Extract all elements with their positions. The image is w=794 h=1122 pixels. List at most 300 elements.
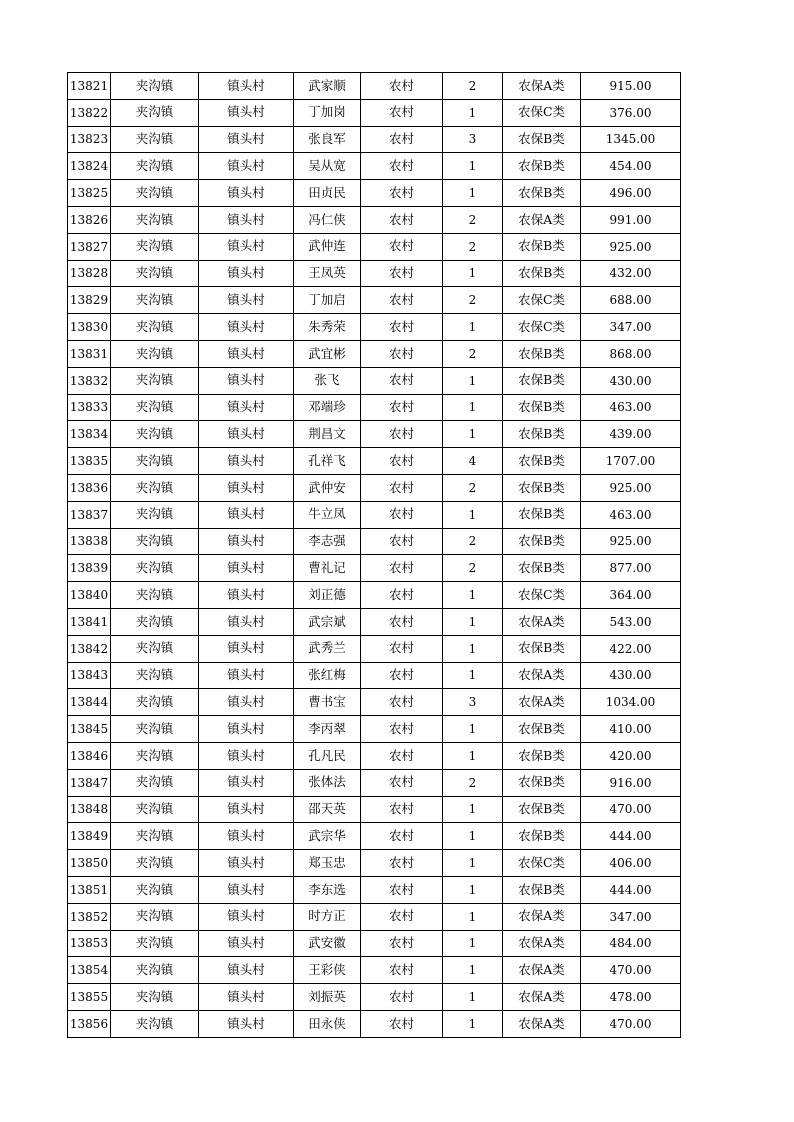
amount-cell: 868.00	[581, 340, 681, 367]
household-count-cell: 2	[443, 206, 503, 233]
person-name-cell: 张飞	[294, 367, 361, 394]
record-number-cell: 13826	[68, 206, 111, 233]
person-name-cell: 曹书宝	[294, 689, 361, 716]
person-name-cell: 孔祥飞	[294, 448, 361, 475]
person-name-cell: 荆昌文	[294, 421, 361, 448]
amount-cell: 484.00	[581, 930, 681, 957]
village-cell: 镇头村	[199, 769, 294, 796]
person-name-cell: 李丙翠	[294, 716, 361, 743]
village-cell: 镇头村	[199, 662, 294, 689]
insurance-category-cell: 农保A类	[503, 984, 581, 1011]
household-count-cell: 1	[443, 582, 503, 609]
table-row	[68, 340, 681, 367]
village-cell: 镇头村	[199, 876, 294, 903]
area-type-cell: 农村	[361, 233, 443, 260]
household-count-cell: 1	[443, 608, 503, 635]
record-number-cell: 13835	[68, 448, 111, 475]
town-cell: 夹沟镇	[111, 796, 199, 823]
amount-cell: 1345.00	[581, 126, 681, 153]
table-row	[68, 394, 681, 421]
insurance-category-cell: 农保C类	[503, 287, 581, 314]
area-type-cell: 农村	[361, 287, 443, 314]
table-row	[68, 314, 681, 341]
village-cell: 镇头村	[199, 314, 294, 341]
area-type-cell: 农村	[361, 742, 443, 769]
insurance-category-cell: 农保B类	[503, 421, 581, 448]
person-name-cell: 王凤英	[294, 260, 361, 287]
area-type-cell: 农村	[361, 796, 443, 823]
insurance-category-cell: 农保A类	[503, 608, 581, 635]
village-cell: 镇头村	[199, 99, 294, 126]
table-row	[68, 260, 681, 287]
village-cell: 镇头村	[199, 73, 294, 100]
amount-cell: 420.00	[581, 742, 681, 769]
household-count-cell: 1	[443, 930, 503, 957]
area-type-cell: 农村	[361, 850, 443, 877]
record-number-cell: 13831	[68, 340, 111, 367]
amount-cell: 347.00	[581, 314, 681, 341]
person-name-cell: 武宜彬	[294, 340, 361, 367]
household-count-cell: 1	[443, 742, 503, 769]
record-number-cell: 13836	[68, 474, 111, 501]
area-type-cell: 农村	[361, 421, 443, 448]
person-name-cell: 丁加岗	[294, 99, 361, 126]
area-type-cell: 农村	[361, 314, 443, 341]
insurance-category-cell: 农保B类	[503, 233, 581, 260]
person-name-cell: 郑玉忠	[294, 850, 361, 877]
table-row	[68, 582, 681, 609]
person-name-cell: 刘振英	[294, 984, 361, 1011]
table-row	[68, 153, 681, 180]
insurance-category-cell: 农保B类	[503, 501, 581, 528]
record-number-cell: 13848	[68, 796, 111, 823]
town-cell: 夹沟镇	[111, 582, 199, 609]
town-cell: 夹沟镇	[111, 180, 199, 207]
insurance-category-cell: 农保B类	[503, 742, 581, 769]
amount-cell: 430.00	[581, 367, 681, 394]
person-name-cell: 武宗华	[294, 823, 361, 850]
town-cell: 夹沟镇	[111, 689, 199, 716]
person-name-cell: 武仲连	[294, 233, 361, 260]
record-number-cell: 13829	[68, 287, 111, 314]
person-name-cell: 武家顺	[294, 73, 361, 100]
insurance-category-cell: 农保B类	[503, 528, 581, 555]
record-number-cell: 13844	[68, 689, 111, 716]
person-name-cell: 王彩侠	[294, 957, 361, 984]
area-type-cell: 农村	[361, 180, 443, 207]
town-cell: 夹沟镇	[111, 742, 199, 769]
record-number-cell: 13843	[68, 662, 111, 689]
table-row	[68, 501, 681, 528]
record-number-cell: 13842	[68, 635, 111, 662]
area-type-cell: 农村	[361, 984, 443, 1011]
amount-cell: 470.00	[581, 796, 681, 823]
household-count-cell: 2	[443, 287, 503, 314]
record-number-cell: 13853	[68, 930, 111, 957]
area-type-cell: 农村	[361, 474, 443, 501]
household-count-cell: 1	[443, 260, 503, 287]
area-type-cell: 农村	[361, 930, 443, 957]
table-row	[68, 930, 681, 957]
record-number-cell: 13821	[68, 73, 111, 100]
record-number-cell: 13825	[68, 180, 111, 207]
insurance-category-cell: 农保A类	[503, 903, 581, 930]
household-count-cell: 3	[443, 689, 503, 716]
village-cell: 镇头村	[199, 233, 294, 260]
town-cell: 夹沟镇	[111, 99, 199, 126]
table-row	[68, 126, 681, 153]
area-type-cell: 农村	[361, 206, 443, 233]
town-cell: 夹沟镇	[111, 984, 199, 1011]
village-cell: 镇头村	[199, 1010, 294, 1037]
roster-table	[67, 72, 681, 1038]
household-count-cell: 1	[443, 1010, 503, 1037]
town-cell: 夹沟镇	[111, 769, 199, 796]
table-row	[68, 608, 681, 635]
village-cell: 镇头村	[199, 689, 294, 716]
amount-cell: 1707.00	[581, 448, 681, 475]
area-type-cell: 农村	[361, 260, 443, 287]
village-cell: 镇头村	[199, 501, 294, 528]
town-cell: 夹沟镇	[111, 876, 199, 903]
town-cell: 夹沟镇	[111, 126, 199, 153]
amount-cell: 439.00	[581, 421, 681, 448]
record-number-cell: 13856	[68, 1010, 111, 1037]
record-number-cell: 13832	[68, 367, 111, 394]
household-count-cell: 1	[443, 823, 503, 850]
person-name-cell: 牛立凤	[294, 501, 361, 528]
village-cell: 镇头村	[199, 394, 294, 421]
household-count-cell: 1	[443, 850, 503, 877]
person-name-cell: 丁加启	[294, 287, 361, 314]
amount-cell: 925.00	[581, 528, 681, 555]
village-cell: 镇头村	[199, 287, 294, 314]
table-row	[68, 421, 681, 448]
household-count-cell: 1	[443, 957, 503, 984]
household-count-cell: 2	[443, 340, 503, 367]
person-name-cell: 张良军	[294, 126, 361, 153]
record-number-cell: 13823	[68, 126, 111, 153]
area-type-cell: 农村	[361, 340, 443, 367]
insurance-category-cell: 农保B类	[503, 180, 581, 207]
insurance-category-cell: 农保A类	[503, 73, 581, 100]
document-page	[67, 72, 681, 1038]
amount-cell: 470.00	[581, 1010, 681, 1037]
amount-cell: 410.00	[581, 716, 681, 743]
town-cell: 夹沟镇	[111, 314, 199, 341]
amount-cell: 991.00	[581, 206, 681, 233]
village-cell: 镇头村	[199, 716, 294, 743]
insurance-category-cell: 农保B类	[503, 796, 581, 823]
insurance-category-cell: 农保C类	[503, 850, 581, 877]
record-number-cell: 13840	[68, 582, 111, 609]
household-count-cell: 1	[443, 984, 503, 1011]
insurance-category-cell: 农保B类	[503, 448, 581, 475]
table-row	[68, 876, 681, 903]
household-count-cell: 4	[443, 448, 503, 475]
insurance-category-cell: 农保A类	[503, 1010, 581, 1037]
insurance-category-cell: 农保B类	[503, 769, 581, 796]
household-count-cell: 2	[443, 73, 503, 100]
household-count-cell: 1	[443, 501, 503, 528]
table-row	[68, 474, 681, 501]
table-row	[68, 180, 681, 207]
table-row	[68, 555, 681, 582]
record-number-cell: 13824	[68, 153, 111, 180]
insurance-category-cell: 农保A类	[503, 957, 581, 984]
record-number-cell: 13850	[68, 850, 111, 877]
area-type-cell: 农村	[361, 394, 443, 421]
person-name-cell: 冯仁侠	[294, 206, 361, 233]
amount-cell: 463.00	[581, 394, 681, 421]
person-name-cell: 武安徽	[294, 930, 361, 957]
town-cell: 夹沟镇	[111, 501, 199, 528]
area-type-cell: 农村	[361, 153, 443, 180]
person-name-cell: 邵天英	[294, 796, 361, 823]
village-cell: 镇头村	[199, 474, 294, 501]
village-cell: 镇头村	[199, 448, 294, 475]
household-count-cell: 2	[443, 474, 503, 501]
person-name-cell: 孔凡民	[294, 742, 361, 769]
table-row	[68, 635, 681, 662]
amount-cell: 470.00	[581, 957, 681, 984]
record-number-cell: 13854	[68, 957, 111, 984]
town-cell: 夹沟镇	[111, 206, 199, 233]
area-type-cell: 农村	[361, 1010, 443, 1037]
area-type-cell: 农村	[361, 528, 443, 555]
record-number-cell: 13855	[68, 984, 111, 1011]
person-name-cell: 田贞民	[294, 180, 361, 207]
amount-cell: 406.00	[581, 850, 681, 877]
village-cell: 镇头村	[199, 153, 294, 180]
record-number-cell: 13841	[68, 608, 111, 635]
household-count-cell: 1	[443, 153, 503, 180]
table-row	[68, 769, 681, 796]
amount-cell: 444.00	[581, 876, 681, 903]
insurance-category-cell: 农保A类	[503, 662, 581, 689]
insurance-category-cell: 农保C类	[503, 99, 581, 126]
amount-cell: 444.00	[581, 823, 681, 850]
town-cell: 夹沟镇	[111, 421, 199, 448]
village-cell: 镇头村	[199, 796, 294, 823]
village-cell: 镇头村	[199, 823, 294, 850]
record-number-cell: 13834	[68, 421, 111, 448]
table-row	[68, 1010, 681, 1037]
insurance-category-cell: 农保B类	[503, 635, 581, 662]
village-cell: 镇头村	[199, 608, 294, 635]
village-cell: 镇头村	[199, 930, 294, 957]
household-count-cell: 1	[443, 99, 503, 126]
record-number-cell: 13845	[68, 716, 111, 743]
record-number-cell: 13837	[68, 501, 111, 528]
town-cell: 夹沟镇	[111, 474, 199, 501]
village-cell: 镇头村	[199, 984, 294, 1011]
town-cell: 夹沟镇	[111, 903, 199, 930]
record-number-cell: 13846	[68, 742, 111, 769]
table-row	[68, 99, 681, 126]
record-number-cell: 13838	[68, 528, 111, 555]
town-cell: 夹沟镇	[111, 367, 199, 394]
record-number-cell: 13847	[68, 769, 111, 796]
insurance-category-cell: 农保C类	[503, 582, 581, 609]
village-cell: 镇头村	[199, 555, 294, 582]
table-row	[68, 716, 681, 743]
amount-cell: 432.00	[581, 260, 681, 287]
insurance-category-cell: 农保B类	[503, 153, 581, 180]
record-number-cell: 13849	[68, 823, 111, 850]
area-type-cell: 农村	[361, 769, 443, 796]
record-number-cell: 13852	[68, 903, 111, 930]
area-type-cell: 农村	[361, 716, 443, 743]
table-row	[68, 367, 681, 394]
person-name-cell: 朱秀荣	[294, 314, 361, 341]
amount-cell: 1034.00	[581, 689, 681, 716]
amount-cell: 543.00	[581, 608, 681, 635]
household-count-cell: 1	[443, 903, 503, 930]
table-row	[68, 823, 681, 850]
amount-cell: 925.00	[581, 233, 681, 260]
amount-cell: 364.00	[581, 582, 681, 609]
table-row	[68, 903, 681, 930]
town-cell: 夹沟镇	[111, 635, 199, 662]
town-cell: 夹沟镇	[111, 73, 199, 100]
insurance-category-cell: 农保A类	[503, 930, 581, 957]
person-name-cell: 武秀兰	[294, 635, 361, 662]
household-count-cell: 1	[443, 367, 503, 394]
table-row	[68, 850, 681, 877]
insurance-category-cell: 农保B类	[503, 260, 581, 287]
amount-cell: 422.00	[581, 635, 681, 662]
person-name-cell: 田永侠	[294, 1010, 361, 1037]
person-name-cell: 武宗斌	[294, 608, 361, 635]
household-count-cell: 2	[443, 769, 503, 796]
area-type-cell: 农村	[361, 555, 443, 582]
town-cell: 夹沟镇	[111, 662, 199, 689]
household-count-cell: 1	[443, 180, 503, 207]
table-row	[68, 233, 681, 260]
table-row	[68, 528, 681, 555]
record-number-cell: 13827	[68, 233, 111, 260]
person-name-cell: 张体法	[294, 769, 361, 796]
area-type-cell: 农村	[361, 367, 443, 394]
record-number-cell: 13839	[68, 555, 111, 582]
area-type-cell: 农村	[361, 635, 443, 662]
area-type-cell: 农村	[361, 957, 443, 984]
amount-cell: 915.00	[581, 73, 681, 100]
village-cell: 镇头村	[199, 126, 294, 153]
record-number-cell: 13830	[68, 314, 111, 341]
town-cell: 夹沟镇	[111, 930, 199, 957]
area-type-cell: 农村	[361, 662, 443, 689]
household-count-cell: 2	[443, 528, 503, 555]
area-type-cell: 农村	[361, 126, 443, 153]
amount-cell: 430.00	[581, 662, 681, 689]
household-count-cell: 1	[443, 394, 503, 421]
village-cell: 镇头村	[199, 635, 294, 662]
town-cell: 夹沟镇	[111, 1010, 199, 1037]
household-count-cell: 1	[443, 314, 503, 341]
insurance-category-cell: 农保A类	[503, 689, 581, 716]
person-name-cell: 时方正	[294, 903, 361, 930]
area-type-cell: 农村	[361, 608, 443, 635]
town-cell: 夹沟镇	[111, 957, 199, 984]
town-cell: 夹沟镇	[111, 153, 199, 180]
table-row	[68, 984, 681, 1011]
record-number-cell: 13851	[68, 876, 111, 903]
village-cell: 镇头村	[199, 582, 294, 609]
insurance-category-cell: 农保B类	[503, 340, 581, 367]
village-cell: 镇头村	[199, 528, 294, 555]
table-row	[68, 796, 681, 823]
village-cell: 镇头村	[199, 206, 294, 233]
record-number-cell: 13828	[68, 260, 111, 287]
town-cell: 夹沟镇	[111, 850, 199, 877]
table-row	[68, 662, 681, 689]
amount-cell: 916.00	[581, 769, 681, 796]
village-cell: 镇头村	[199, 850, 294, 877]
amount-cell: 376.00	[581, 99, 681, 126]
village-cell: 镇头村	[199, 903, 294, 930]
village-cell: 镇头村	[199, 957, 294, 984]
town-cell: 夹沟镇	[111, 394, 199, 421]
amount-cell: 925.00	[581, 474, 681, 501]
insurance-category-cell: 农保B类	[503, 876, 581, 903]
insurance-category-cell: 农保B类	[503, 474, 581, 501]
household-count-cell: 2	[443, 233, 503, 260]
town-cell: 夹沟镇	[111, 260, 199, 287]
person-name-cell: 张红梅	[294, 662, 361, 689]
village-cell: 镇头村	[199, 340, 294, 367]
household-count-cell: 2	[443, 555, 503, 582]
roster-table-body	[68, 73, 681, 1038]
person-name-cell: 吴从宽	[294, 153, 361, 180]
amount-cell: 877.00	[581, 555, 681, 582]
area-type-cell: 农村	[361, 876, 443, 903]
amount-cell: 463.00	[581, 501, 681, 528]
village-cell: 镇头村	[199, 180, 294, 207]
amount-cell: 478.00	[581, 984, 681, 1011]
record-number-cell: 13833	[68, 394, 111, 421]
insurance-category-cell: 农保B类	[503, 367, 581, 394]
household-count-cell: 3	[443, 126, 503, 153]
table-row	[68, 689, 681, 716]
person-name-cell: 李东选	[294, 876, 361, 903]
town-cell: 夹沟镇	[111, 608, 199, 635]
household-count-cell: 1	[443, 662, 503, 689]
table-row	[68, 448, 681, 475]
town-cell: 夹沟镇	[111, 716, 199, 743]
record-number-cell: 13822	[68, 99, 111, 126]
town-cell: 夹沟镇	[111, 555, 199, 582]
town-cell: 夹沟镇	[111, 528, 199, 555]
insurance-category-cell: 农保B类	[503, 823, 581, 850]
area-type-cell: 农村	[361, 903, 443, 930]
town-cell: 夹沟镇	[111, 340, 199, 367]
person-name-cell: 李志强	[294, 528, 361, 555]
person-name-cell: 刘正德	[294, 582, 361, 609]
table-row	[68, 73, 681, 100]
insurance-category-cell: 农保B类	[503, 716, 581, 743]
amount-cell: 347.00	[581, 903, 681, 930]
table-row	[68, 287, 681, 314]
household-count-cell: 1	[443, 796, 503, 823]
area-type-cell: 农村	[361, 73, 443, 100]
person-name-cell: 武仲安	[294, 474, 361, 501]
town-cell: 夹沟镇	[111, 287, 199, 314]
area-type-cell: 农村	[361, 99, 443, 126]
area-type-cell: 农村	[361, 448, 443, 475]
table-row	[68, 206, 681, 233]
